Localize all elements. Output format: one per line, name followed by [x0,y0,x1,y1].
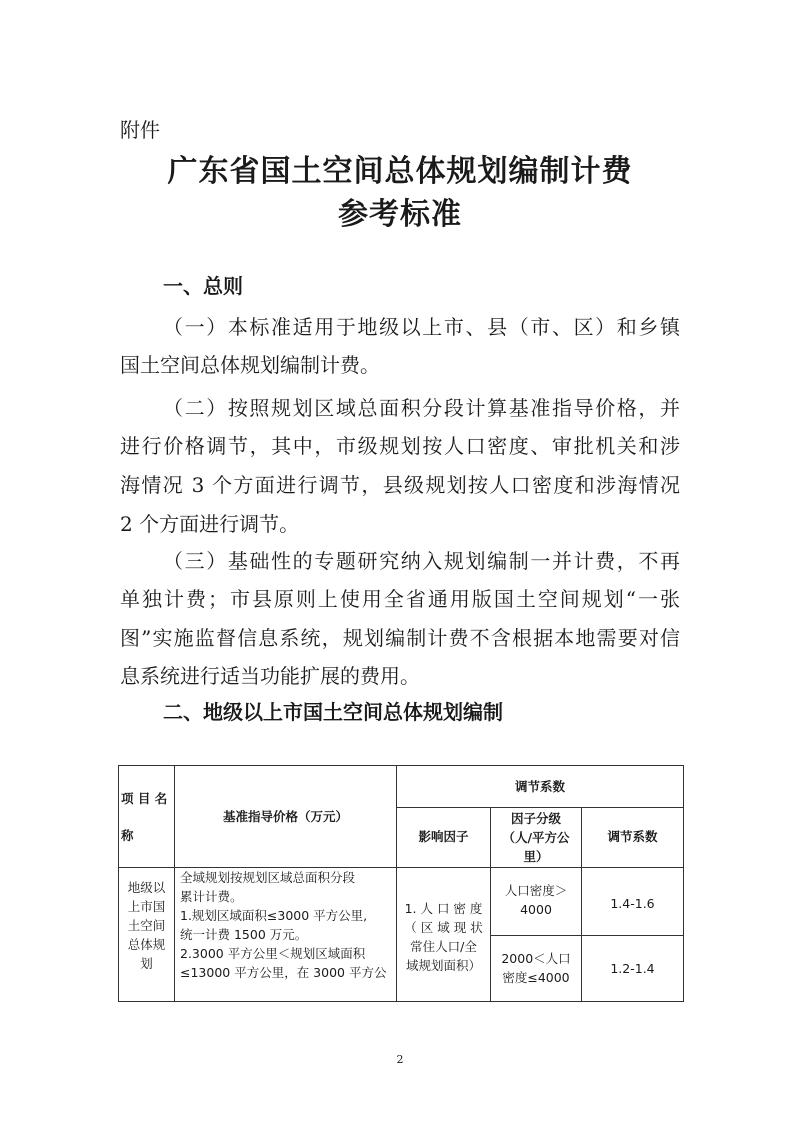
row-grade-2 [491,949,581,987]
para-2-line-2: 进行价格调节，其中，市级规划按人口密度、审批机关和涉 [120,434,680,458]
header-coef: 调节系数 [607,829,658,844]
attachment-label: 附件 [120,118,160,142]
table-gridline [490,935,684,936]
header-factor: 影响因子 [418,829,469,844]
para-1-line-2: 国土空间总体规划编制计费。 [120,353,380,377]
row-grade-line: 4000 [520,902,552,917]
table-border [118,1001,684,1002]
table-border [118,765,684,766]
header-item-name-line: 项 目 名 [121,791,168,806]
row-grade-line: 人口密度＞ [504,883,568,898]
row-item-name [119,878,174,973]
page-number: 2 [396,1053,404,1066]
pricing-table [118,765,684,1002]
row-factor-line: 1. 人 口 密 度 [404,901,483,916]
header-item-name [121,789,173,845]
row-coef-1: 1.4-1.6 [610,896,655,911]
row-grade-1 [491,881,581,919]
row-base-line: ≤13000 平方公里，在 3000 平方公 [180,965,387,980]
row-coef-2: 1.2-1.4 [610,961,655,976]
row-item-line: 划 [140,956,153,971]
row-grade-line: 2000＜人口 [501,951,571,966]
para-3-line-2: 单独计费；市县原则上使用全省通用版国土空间规划“一张 [120,587,680,611]
header-base-price: 基准指导价格（万元） [222,809,348,824]
para-2-line-1: （二）按照规划区域总面积分段计算基准指导价格，并 [163,396,680,420]
para-3-line-3: 图”实施监督信息系统，规划编制计费不含根据本地需要对信 [120,626,680,650]
table-gridline [174,765,175,1002]
row-grade-line: 密度≤4000 [502,970,570,985]
header-grading-line: 因子分级 [510,811,561,826]
header-adjust-group: 调节系数 [514,779,565,794]
row-item-line: 总体规 [127,937,166,952]
row-base-price [180,868,394,982]
section-2-heading: 二、地级以上市国土空间总体规划编制 [163,700,503,724]
row-factor-line: 域规划面积） [405,958,481,973]
table-gridline [396,807,684,808]
row-base-line: 统一计费 1500 万元。 [180,927,308,942]
para-3-line-1: （三）基础性的专题研究纳入规划编制一并计费，不再 [163,549,680,573]
para-3-line-4: 息系统进行适当功能扩展的费用。 [120,664,420,688]
table-border [683,765,684,1002]
document-title-line-1: 广东省国土空间总体规划编制计费 [167,154,633,189]
para-1-line-1: （一）本标准适用于地级以上市、县（市、区）和乡镇 [163,315,680,339]
row-item-line: 地级以 [127,880,166,895]
para-2-line-4: 2 个方面进行调节。 [120,512,300,536]
section-1-heading: 一、总则 [163,274,243,298]
row-item-line: 上市国 [127,899,166,914]
para-2-line-3: 海情况 3 个方面进行调节，县级规划按人口密度和涉海情况 [120,473,680,497]
header-grading-line: 里） [523,849,549,864]
row-factor-line: （ 区 域 现 状 [404,920,483,935]
header-item-name-line: 称 [121,828,134,843]
row-base-line: 2.3000 平方公里＜规划区域面积 [180,946,366,961]
row-factor [397,899,490,975]
header-grading [491,809,581,866]
row-factor-line: 常住人口/全 [410,939,477,954]
row-base-line: 全域规划按规划区域总面积分段 [180,870,356,885]
row-base-line: 累计计费。 [180,889,243,904]
header-grading-line: （人/平方公 [502,830,570,845]
row-base-line: 1.规划区域面积≤3000 平方公里, [180,908,368,923]
document-title-line-2: 参考标准 [338,197,462,232]
row-item-line: 土空间 [127,918,166,933]
